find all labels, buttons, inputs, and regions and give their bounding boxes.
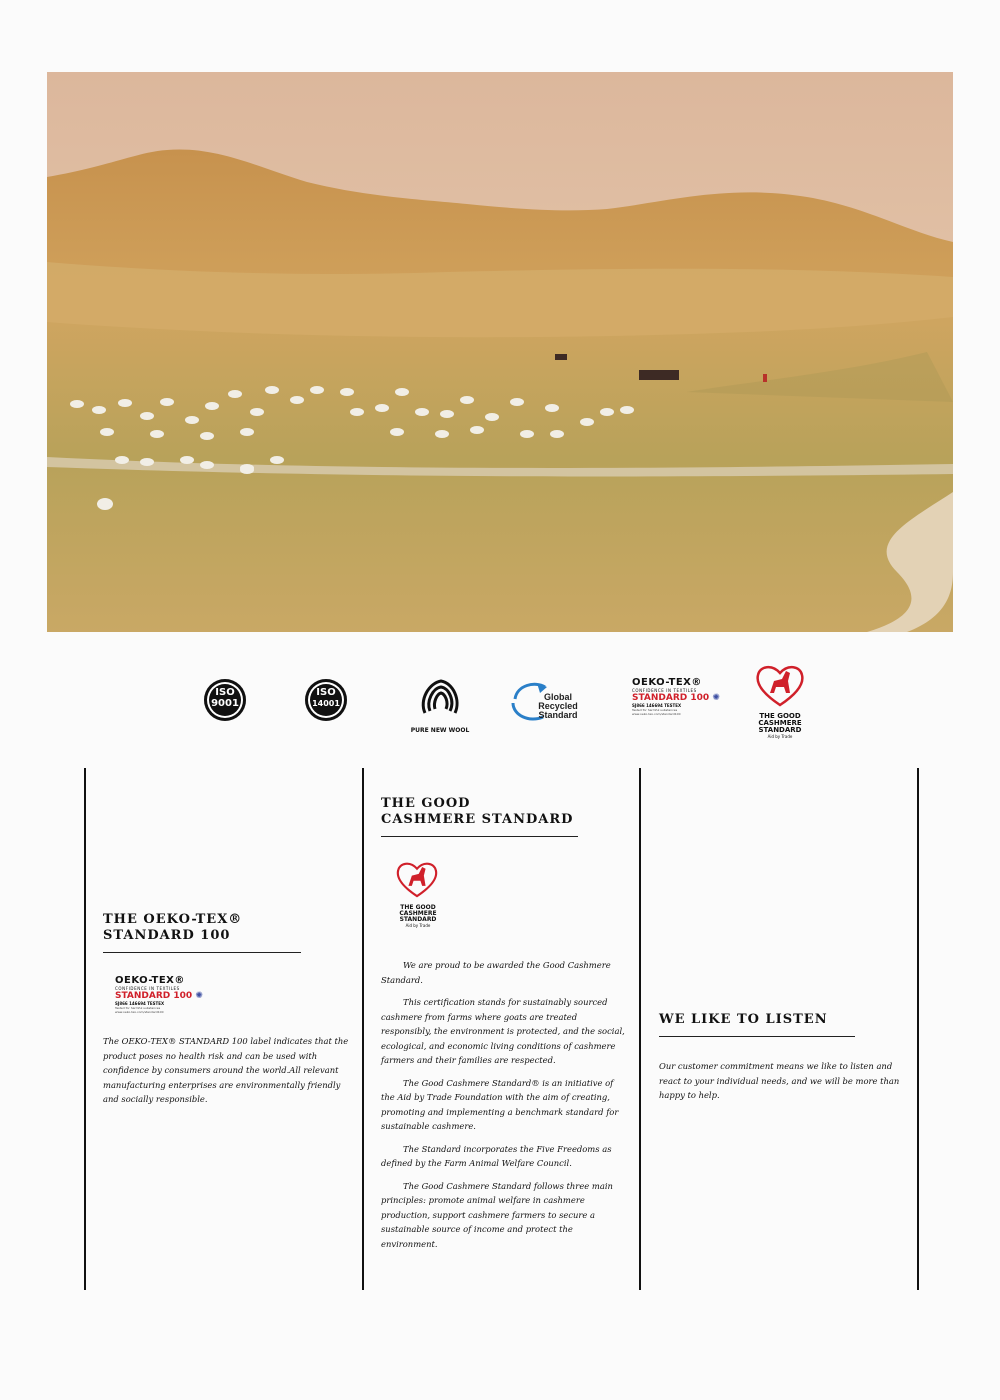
oeko-logo-fine: Tested for harmful substances [632,708,678,712]
heading-rule [103,952,301,953]
cashmere-paragraph: The Good Cashmere Standard® is an initiative of the Aid by Trade Foundation with the aim of creating, promoting and implementing a benchmark standard for sustainable cashmere. [381,1077,619,1131]
oeko-tex-heading-line1: THE OEKO-TEX® [103,912,243,927]
cashmere-paragraph: We are proud to be awarded the Good Cashmere Standard. [381,960,611,985]
heart-goat-icon [752,661,808,709]
oeko-logo-number: SJ866 146694 TESTEX [632,703,682,708]
oeko-tex-column [103,912,351,1107]
cashmere-body [381,958,625,1251]
oeko-small-number: SJ866 146694 TESTEX [115,1001,165,1006]
iso-9001-logo [204,679,246,721]
cashmere-paragraph: The Good Cashmere Standard follows three main principles: promote animal welfare in cashmere production, support cashmere farmers to secure a sustainable source of income and protect the environment. [381,1180,613,1249]
column-divider [84,768,86,1290]
global-recycled-standard-logo [507,677,597,727]
grassland-sheep-photo [47,72,953,632]
listen-body: Our customer commitment means we like to listen and react to your individual needs, and we will be more than happy to help. [659,1061,900,1100]
grs-line2: Standard [538,710,578,720]
listen-column [659,1012,903,1103]
oeko-tex-heading [103,912,351,944]
oeko-badge-icon: ✺ [712,693,720,703]
good-cashmere-logo [752,661,808,739]
iso-9001-line1: ISO [215,687,235,698]
iso-14001-line1: ISO [316,687,336,698]
heading-rule [381,836,578,837]
oeko-badge-icon: ✺ [195,991,203,1001]
cashmere-paragraph: The Standard incorporates the Five Freedoms as defined by the Farm Animal Welfare Council. [381,1143,612,1168]
cashmere-paragraph: This certification stands for sustainably sourced cashmere from farms where goats are treated responsibly, the environment is protected, and the social, ecological, and economic living conditions of cashmere farmers and their families are respected. [381,997,625,1065]
iso-14001-line2: 14001 [312,699,340,708]
oeko-small-standard: STANDARD 100 [115,991,193,1001]
heart-goat-icon [393,857,441,901]
cashmere-heading-line2: CASHMERE STANDARD [381,812,574,827]
oeko-logo-url: www.oeko-tex.com/standard100 [632,712,681,716]
gcs-logo-line3: STANDARD [758,726,802,734]
good-cashmere-small-logo [393,857,443,928]
oeko-small-title: OEKO-TEX® [115,975,185,986]
gcs-logo-line2: CASHMERE [758,719,802,727]
oeko-small-fine: Tested for harmful substances [115,1006,161,1010]
column-divider [639,768,641,1290]
woolmark-icon [405,675,475,721]
gcs-small-line2: CASHMERE [399,910,437,917]
gcs-logo-line1: THE GOOD [759,712,801,720]
column-divider [362,768,364,1290]
grs-line1: Global Recycled [538,692,578,711]
iso-14001-logo [305,679,347,721]
oeko-tex-body: The OEKO-TEX® STANDARD 100 label indicates that the product poses no health risk and can be used with confidence by consumers around the world.All relevant manufacturing enterprises are environmentally friendly and socially responsible. [103,1036,349,1104]
oeko-tex-small-logo [115,975,205,1014]
listen-heading: WE LIKE TO LISTEN [659,1012,828,1027]
heading-rule [659,1036,855,1037]
woolmark-logo [405,675,475,734]
good-cashmere-column [381,796,625,1259]
oeko-small-sub: CONFIDENCE IN TEXTILES [115,986,180,991]
gcs-logo-sub: Aid by Trade [767,734,793,739]
oeko-tex-heading-line2: STANDARD 100 [103,928,231,943]
oeko-tex-logo [632,677,722,716]
gcs-small-line3: STANDARD [399,916,437,923]
gcs-small-sub: Aid by Trade [405,923,431,928]
column-divider [917,768,919,1290]
woolmark-caption: PURE NEW WOOL [410,727,470,734]
certification-logos [0,655,1000,750]
oeko-logo-standard: STANDARD 100 [632,693,710,703]
gcs-small-line1: THE GOOD [400,904,436,911]
iso-9001-line2: 9001 [211,698,239,709]
oeko-logo-sub: CONFIDENCE IN TEXTILES [632,688,697,693]
cashmere-heading-line1: THE GOOD [381,796,471,811]
oeko-logo-title: OEKO-TEX® [632,677,702,688]
oeko-small-url: www.oeko-tex.com/standard100 [115,1010,164,1014]
landscape-image [47,72,953,632]
cashmere-heading [381,796,625,828]
